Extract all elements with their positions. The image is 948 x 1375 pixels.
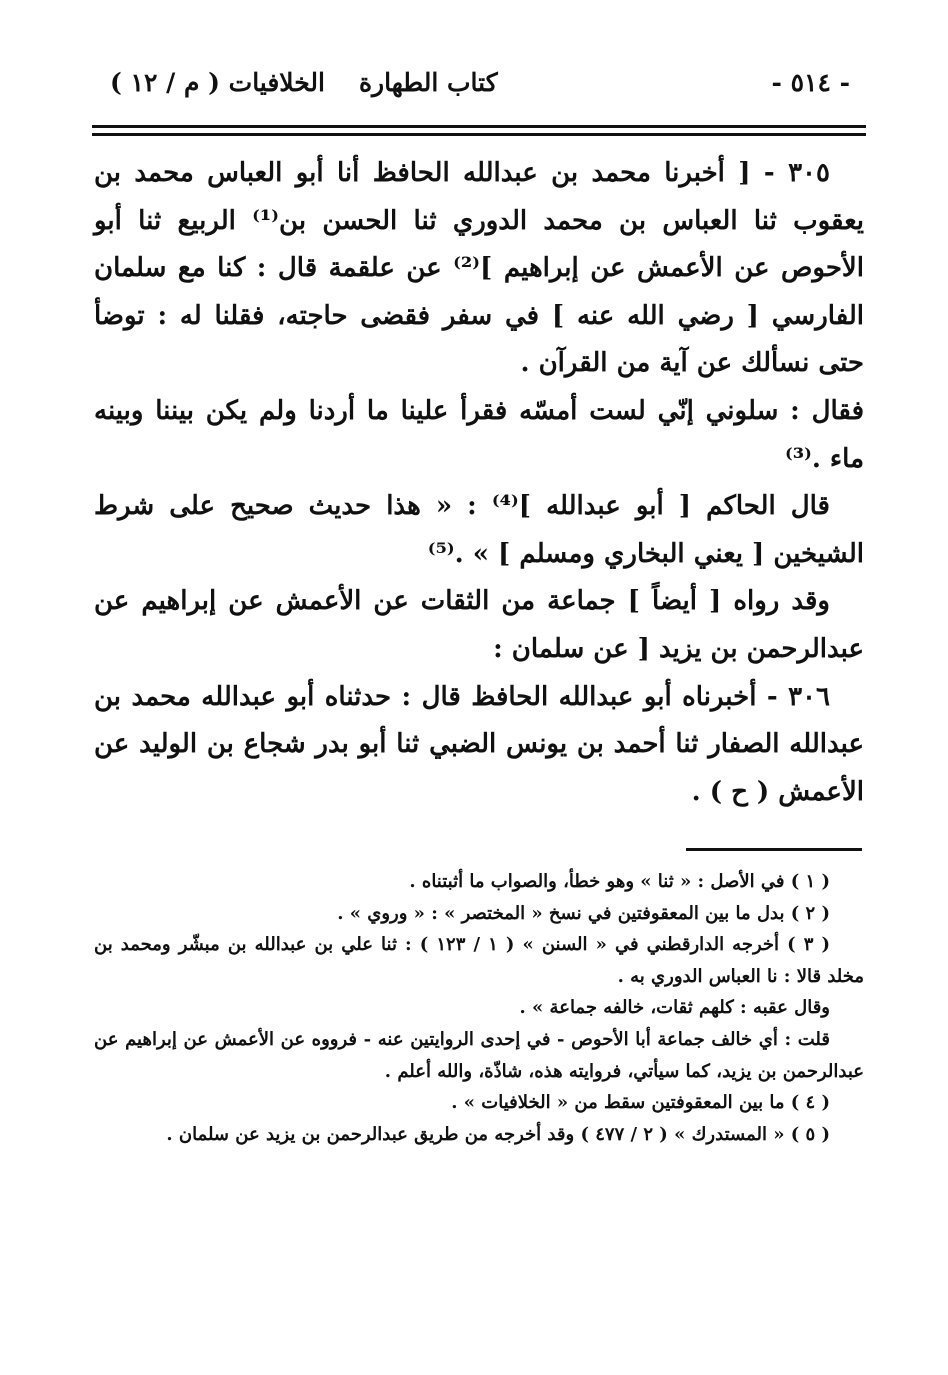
footnote: ( ٣ ) أخرجه الدارقطني في « السنن » ( ١ / ١٢٣ ) : ثنا علي بن عبدالله بن مبشّر ومحمد بن مخلد قالا : نا العباس الدوري به . <box>94 934 864 987</box>
footnote: قلت : أي خالف جماعة أبا الأحوص - في إحدى الروايتين عنه - فرووه عن الأعمش عن إبراهيم عن عبدالرحمن بن يزيد، كما سيأتي، فروايته هذه، شاذّة، والله أعلم . <box>94 1028 864 1082</box>
header-rule-top <box>92 125 866 128</box>
header-rule-bottom <box>92 133 866 136</box>
header-titles <box>110 68 498 97</box>
page-header <box>110 58 850 106</box>
footnote: ( ١ ) في الأصل : « ثنا » وهو خطأ، والصواب ما أثبتناه . <box>409 871 830 892</box>
body-paragraph: ٣٠٥ - [ أخبرنا محمد بن عبدالله الحافظ أنا أبو العباس محمد بن يعقوب ثنا العباس بن محمد الدوري ثنا الحسن بن⁽¹⁾ الربيع ثنا أبو الأحوص عن الأعمش عن إبراهيم ]⁽²⁾ عن علقمة قال : كنا مع سلمان الفارسي [ رضي الله عنه ] في سفر فقضى حاجته، فقلنا له : توضأ حتى نسألك عن آية من القرآن . <box>94 158 864 379</box>
footnote: وقال عقبه : كلهم ثقات، خالفه جماعة » . <box>519 997 830 1019</box>
body-paragraph: وقد رواه [ أيضاً ] جماعة من الثقات عن الأعمش عن إبراهيم عن عبدالرحمن بن يزيد [ عن سلمان : <box>94 586 864 664</box>
body-paragraph: ٣٠٦ - أخبرناه أبو عبدالله الحافظ قال : حدثناه أبو عبدالله محمد بن عبدالله الصفار ثنا أحمد بن يونس الضبي ثنا أبو بدر شجاع بن الوليد عن الأعمش ( ح ) . <box>94 681 864 807</box>
footnote: ( ٥ ) « المستدرك » ( ٢ / ٤٧٧ ) وقد أخرجه من طريق عبدالرحمن بن يزيد عن سلمان . <box>166 1123 830 1145</box>
running-title: الخلافيات ( م / ١٢ ) <box>110 67 325 97</box>
body-paragraph: فقال : سلوني إنّي لست أمسّه فقرأ علينا ما أردنا ولم يكن بيننا وبينه ماء .⁽³⁾ <box>94 395 864 474</box>
book-title: كتاب الطهارة <box>358 67 498 97</box>
footnotes <box>94 866 864 1150</box>
main-text <box>94 150 864 816</box>
footnote: ( ٤ ) ما بين المعقوفتين سقط من « الخلافيات » . <box>451 1092 830 1114</box>
page-number: - ٥١٤ - <box>771 67 850 97</box>
footnote: ( ٢ ) بدل ما بين المعقوفتين في نسخ « المختصر » : « وروي » . <box>337 902 830 924</box>
body-paragraph: قال الحاكم [ أبو عبدالله ]⁽⁴⁾ : « هذا حديث صحيح على شرط الشيخين [ يعني البخاري ومسلم ] » .⁽⁵⁾ <box>94 491 864 569</box>
footnote-separator <box>686 848 862 851</box>
